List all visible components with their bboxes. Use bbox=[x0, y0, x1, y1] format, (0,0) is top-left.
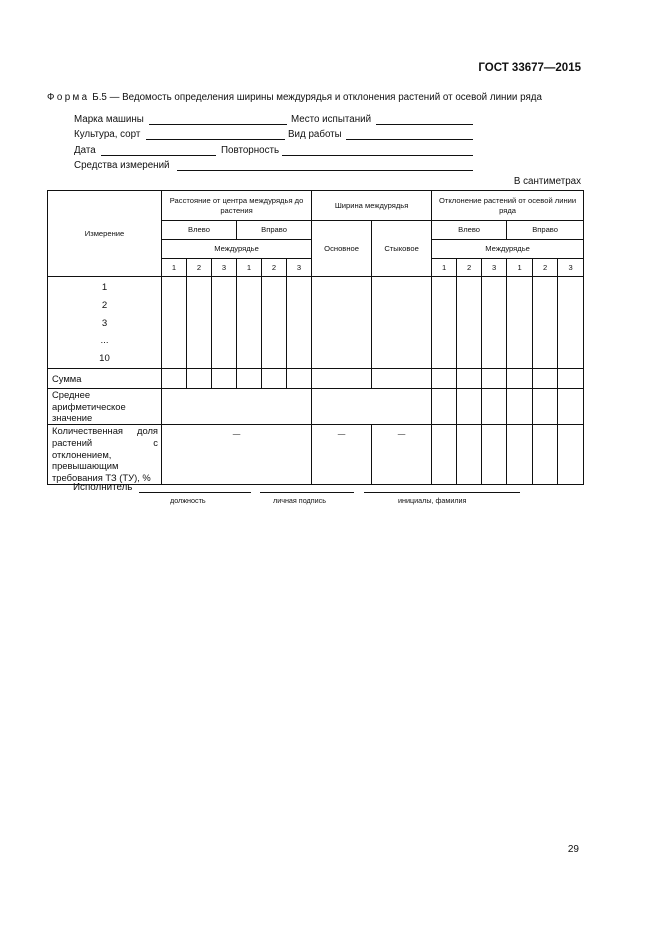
width-header: Ширина междурядья bbox=[312, 191, 432, 221]
dash-cell: — bbox=[372, 425, 432, 485]
deviation-header: Отклонение растений от осевой линии ряда bbox=[432, 191, 584, 221]
col-number: 3 bbox=[558, 259, 584, 277]
position-line[interactable] bbox=[139, 492, 251, 493]
data-cell[interactable] bbox=[482, 368, 507, 388]
data-cell[interactable] bbox=[533, 368, 558, 388]
data-cell[interactable] bbox=[507, 368, 533, 388]
data-cell[interactable] bbox=[558, 425, 584, 485]
data-cell[interactable] bbox=[432, 277, 457, 369]
initials-caption: инициалы, фамилия bbox=[398, 496, 467, 505]
data-cell[interactable] bbox=[287, 277, 312, 369]
col-number: 2 bbox=[262, 259, 287, 277]
data-cell[interactable] bbox=[507, 388, 533, 424]
data-cell[interactable] bbox=[533, 388, 558, 424]
measurement-number: 2 bbox=[101, 299, 108, 311]
data-cell[interactable] bbox=[372, 368, 432, 388]
data-cell[interactable] bbox=[432, 368, 457, 388]
data-cell[interactable] bbox=[482, 277, 507, 369]
col-number: 2 bbox=[187, 259, 212, 277]
sum-row-label: Сумма bbox=[48, 368, 162, 388]
test-site-line[interactable] bbox=[376, 124, 473, 125]
measurement-number: ... bbox=[100, 335, 109, 347]
data-cell[interactable] bbox=[187, 368, 212, 388]
deviation-left-header: Влево bbox=[432, 221, 507, 240]
data-cell[interactable] bbox=[457, 388, 482, 424]
data-cell[interactable] bbox=[507, 277, 533, 369]
data-cell[interactable] bbox=[482, 388, 507, 424]
data-cell[interactable] bbox=[162, 277, 187, 369]
measurement-number: 10 bbox=[99, 353, 110, 365]
col-number: 3 bbox=[482, 259, 507, 277]
distance-header: Расстояние от центра междурядья до растения bbox=[162, 191, 312, 221]
data-cell[interactable] bbox=[432, 425, 457, 485]
share-row-label: Количественная доля растений с отклонением, превышающим требования ТЗ (ТУ), % bbox=[48, 425, 162, 485]
position-caption: должность bbox=[170, 496, 206, 505]
col-number: 1 bbox=[432, 259, 457, 277]
data-cell[interactable] bbox=[212, 368, 237, 388]
deviation-right-header: Вправо bbox=[507, 221, 584, 240]
data-cell[interactable] bbox=[533, 425, 558, 485]
table-row bbox=[48, 277, 584, 369]
performer-label: Исполнитель bbox=[73, 482, 133, 493]
standard-number: ГОСТ 33677—2015 bbox=[478, 62, 581, 74]
data-cell[interactable] bbox=[558, 368, 584, 388]
crop-variety-label: Культура, сорт bbox=[74, 129, 141, 140]
data-cell[interactable] bbox=[457, 425, 482, 485]
data-cell[interactable] bbox=[237, 368, 262, 388]
machine-brand-label: Марка машины bbox=[74, 114, 144, 125]
data-cell[interactable] bbox=[482, 425, 507, 485]
col-number: 1 bbox=[162, 259, 187, 277]
measurement-header: Измерение bbox=[48, 191, 162, 277]
distance-left-header: Влево bbox=[162, 221, 237, 240]
data-cell[interactable] bbox=[457, 277, 482, 369]
col-number: 2 bbox=[457, 259, 482, 277]
data-cell[interactable] bbox=[312, 277, 372, 369]
col-number: 1 bbox=[237, 259, 262, 277]
units-note: В сантиметрах bbox=[513, 176, 581, 187]
data-cell[interactable] bbox=[312, 368, 372, 388]
col-number: 3 bbox=[212, 259, 237, 277]
mean-row-label: Среднее арифметическое значение bbox=[48, 388, 162, 424]
measurement-table bbox=[47, 190, 584, 485]
data-cell[interactable] bbox=[507, 425, 533, 485]
data-cell[interactable] bbox=[558, 277, 584, 369]
data-cell[interactable] bbox=[262, 277, 287, 369]
form-caption-word: Форма bbox=[47, 92, 90, 103]
dash-cell: — bbox=[162, 425, 312, 485]
col-number: 1 bbox=[507, 259, 533, 277]
work-type-label: Вид работы bbox=[288, 129, 342, 140]
data-cell[interactable] bbox=[372, 277, 432, 369]
col-number: 2 bbox=[533, 259, 558, 277]
signature-caption: личная подпись bbox=[273, 496, 326, 505]
form-caption-text: Б.5 — Ведомость определения ширины междурядья и отклонения растений от осевой линии ряда bbox=[92, 92, 542, 103]
work-type-line[interactable] bbox=[346, 139, 473, 140]
data-cell[interactable] bbox=[162, 388, 312, 424]
table-row bbox=[48, 425, 584, 485]
data-cell[interactable] bbox=[162, 368, 187, 388]
crop-variety-line[interactable] bbox=[146, 139, 285, 140]
table-row bbox=[48, 388, 584, 424]
measurement-number: 1 bbox=[101, 282, 108, 293]
main-width-header: Основное bbox=[312, 221, 372, 277]
measurement-numbers bbox=[48, 277, 162, 369]
measuring-tools-label: Средства измерений bbox=[74, 160, 170, 171]
date-label: Дата bbox=[74, 145, 96, 156]
form-caption bbox=[47, 92, 542, 103]
col-number: 3 bbox=[287, 259, 312, 277]
data-cell[interactable] bbox=[558, 388, 584, 424]
measurement-number: 3 bbox=[101, 317, 108, 329]
deviation-interrow-header: Междурядье bbox=[432, 240, 584, 259]
data-cell[interactable] bbox=[432, 388, 457, 424]
data-cell[interactable] bbox=[212, 277, 237, 369]
joint-width-header: Стыковое bbox=[372, 221, 432, 277]
data-cell[interactable] bbox=[287, 368, 312, 388]
page-number: 29 bbox=[567, 844, 579, 855]
repetition-label: Повторность bbox=[221, 145, 280, 156]
data-cell[interactable] bbox=[262, 368, 287, 388]
repetition-line[interactable] bbox=[282, 155, 473, 156]
table-row bbox=[48, 368, 584, 388]
machine-brand-line[interactable] bbox=[149, 124, 287, 125]
data-cell[interactable] bbox=[533, 277, 558, 369]
dash-cell: — bbox=[312, 425, 372, 485]
distance-interrow-header: Междурядье bbox=[162, 240, 312, 259]
data-cell[interactable] bbox=[457, 368, 482, 388]
distance-right-header: Вправо bbox=[237, 221, 312, 240]
measuring-tools-line[interactable] bbox=[177, 170, 473, 171]
date-line[interactable] bbox=[101, 155, 216, 156]
data-cell[interactable] bbox=[187, 277, 212, 369]
test-site-label: Место испытаний bbox=[291, 114, 372, 125]
initials-line[interactable] bbox=[364, 492, 520, 493]
signature-line[interactable] bbox=[260, 492, 354, 493]
data-cell[interactable] bbox=[237, 277, 262, 369]
data-cell[interactable] bbox=[312, 388, 432, 424]
